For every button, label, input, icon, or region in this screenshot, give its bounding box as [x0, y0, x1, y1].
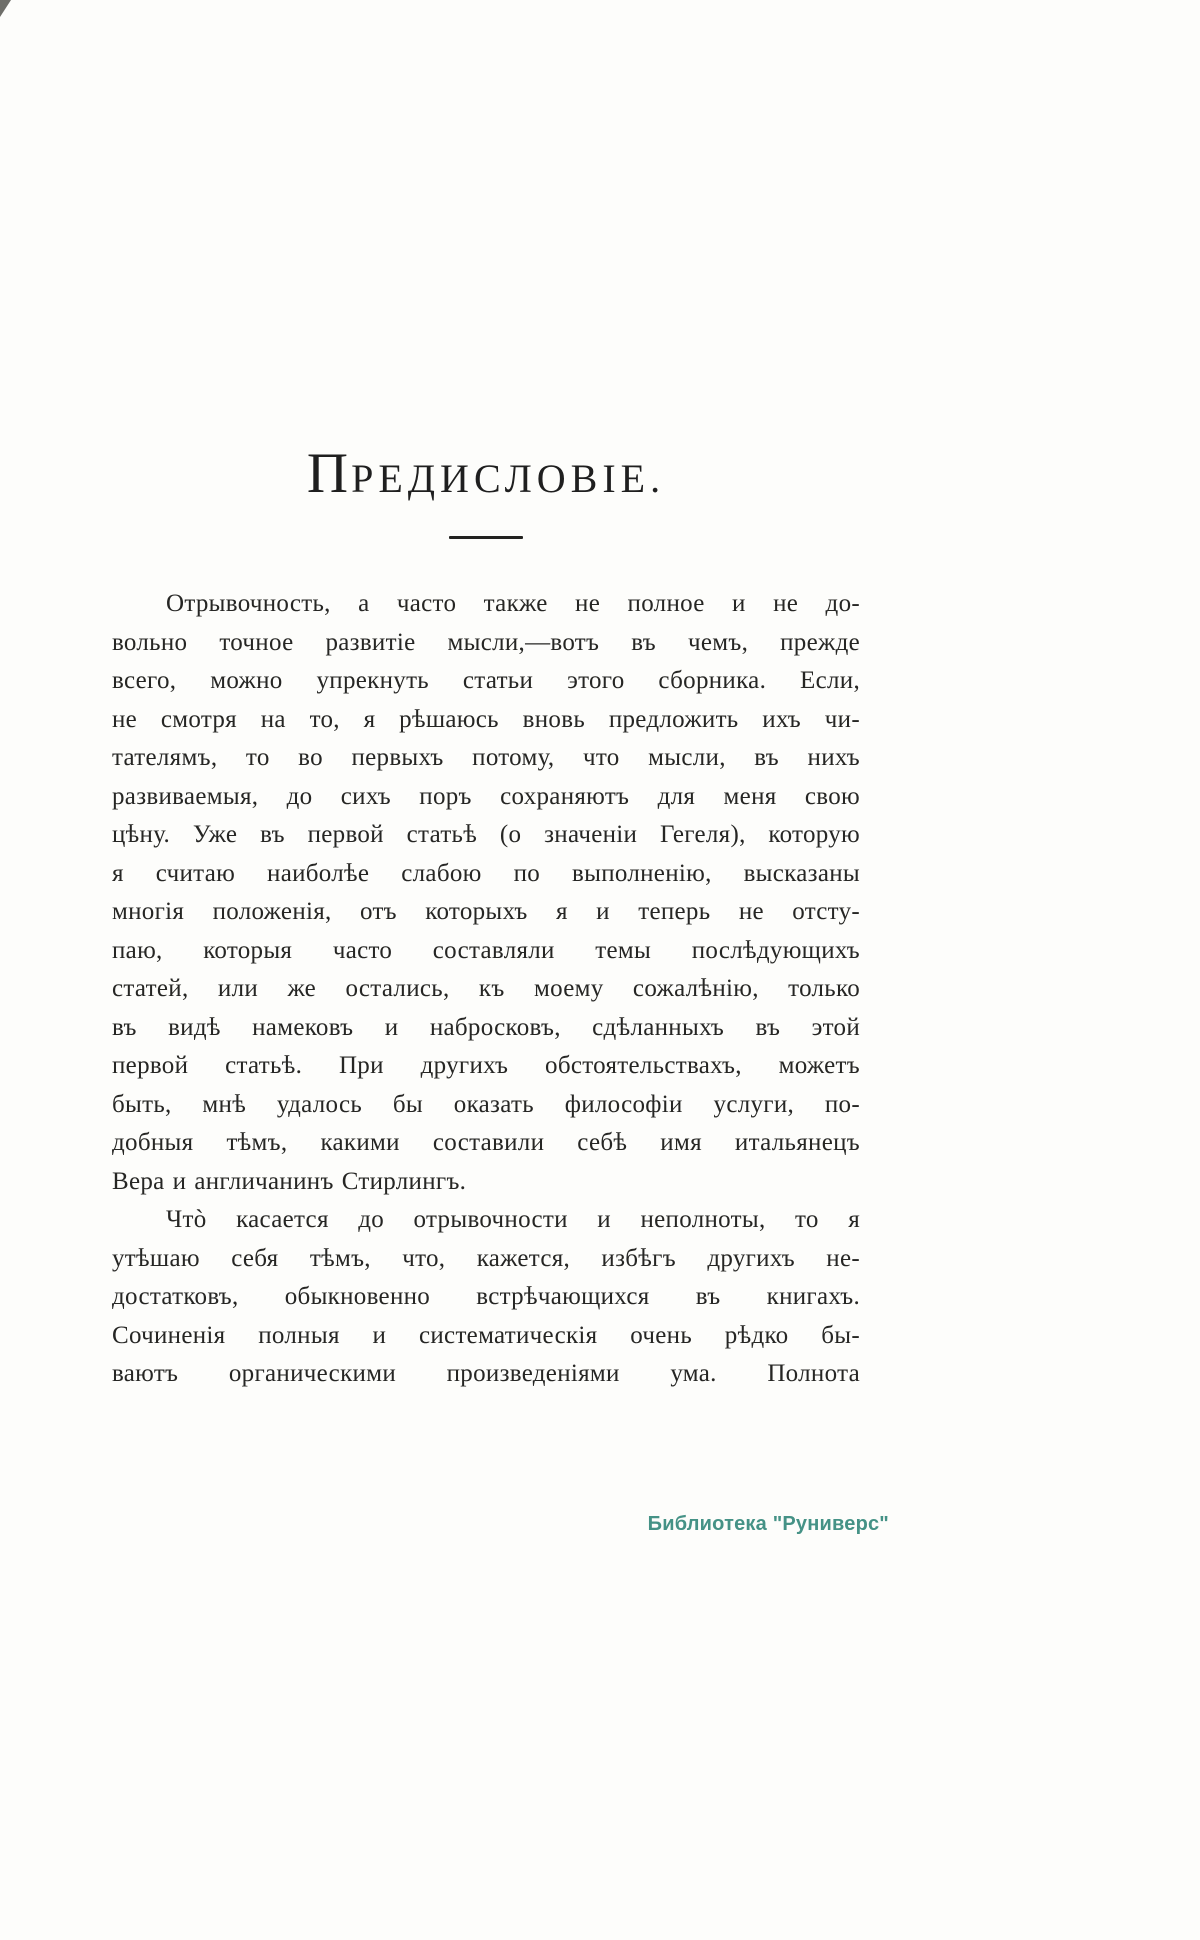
text-line: быть, мнѣ удалось бы оказать философіи услуги, по-	[112, 1090, 860, 1118]
text-line: всего, можно упрекнуть статьи этого сборника. Если,	[112, 667, 860, 694]
text-line: не смотря на то, я рѣшаюсь вновь предложить ихъ чи-	[112, 705, 860, 733]
text-line: Чтò касается до отрывочности и неполноты, то я	[166, 1206, 860, 1233]
body-text	[112, 585, 860, 1394]
text-line: многія положенія, отъ которыхъ я и теперь не отсту-	[112, 898, 860, 925]
title-initial-letter: П	[306, 442, 352, 505]
text-line: утѣшаю себя тѣмъ, что, кажется, избѣгъ другихъ не-	[112, 1244, 860, 1272]
text-line: ваютъ органическими произведеніями ума. Полнота	[112, 1360, 860, 1387]
scan-corner-artifact	[0, 0, 11, 17]
paragraph	[112, 585, 860, 1201]
decorative-rule	[449, 536, 523, 539]
text-line: тателямъ, то во первыхъ потому, что мысли, въ нихъ	[112, 744, 860, 771]
text-line: Отрывочность, а часто также не полное и не до-	[166, 590, 860, 617]
library-watermark: Библиотека "Руниверс"	[647, 1513, 889, 1535]
text-line: развиваемыя, до сихъ поръ сохраняютъ для меня свою	[112, 782, 860, 810]
text-line: Сочиненія полныя и систематическія очень рѣдко бы-	[112, 1321, 860, 1349]
text-line: паю, которыя часто составляли темы послѣдующихъ	[112, 936, 860, 964]
text-line: я считаю наиболѣе слабою по выполненію, высказаны	[112, 859, 860, 887]
text-line: достатковъ, обыкновенно встрѣчающихся въ книгахъ.	[112, 1283, 860, 1310]
text-line: первой статьѣ. При другихъ обстоятельствахъ, можетъ	[112, 1052, 860, 1079]
text-line: вольно точное развитіе мысли,—вотъ въ чемъ, прежде	[112, 628, 860, 656]
text-line: въ видѣ намековъ и набросковъ, сдѣланныхъ въ этой	[112, 1013, 860, 1041]
paragraph	[112, 1201, 860, 1394]
page-title	[112, 442, 860, 508]
text-line: Вера и англичанинъ Стирлингъ.	[112, 1167, 467, 1195]
text-line: добныя тѣмъ, какими составили себѣ имя итальянецъ	[112, 1129, 860, 1156]
page-content	[112, 442, 860, 1394]
text-line: статей, или же остались, къ моему сожалѣнію, только	[112, 975, 860, 1002]
title-rest: РЕДИСЛОВІЕ.	[351, 456, 666, 501]
text-line: цѣну. Уже въ первой статьѣ (о значеніи Гегеля), которую	[112, 821, 860, 848]
